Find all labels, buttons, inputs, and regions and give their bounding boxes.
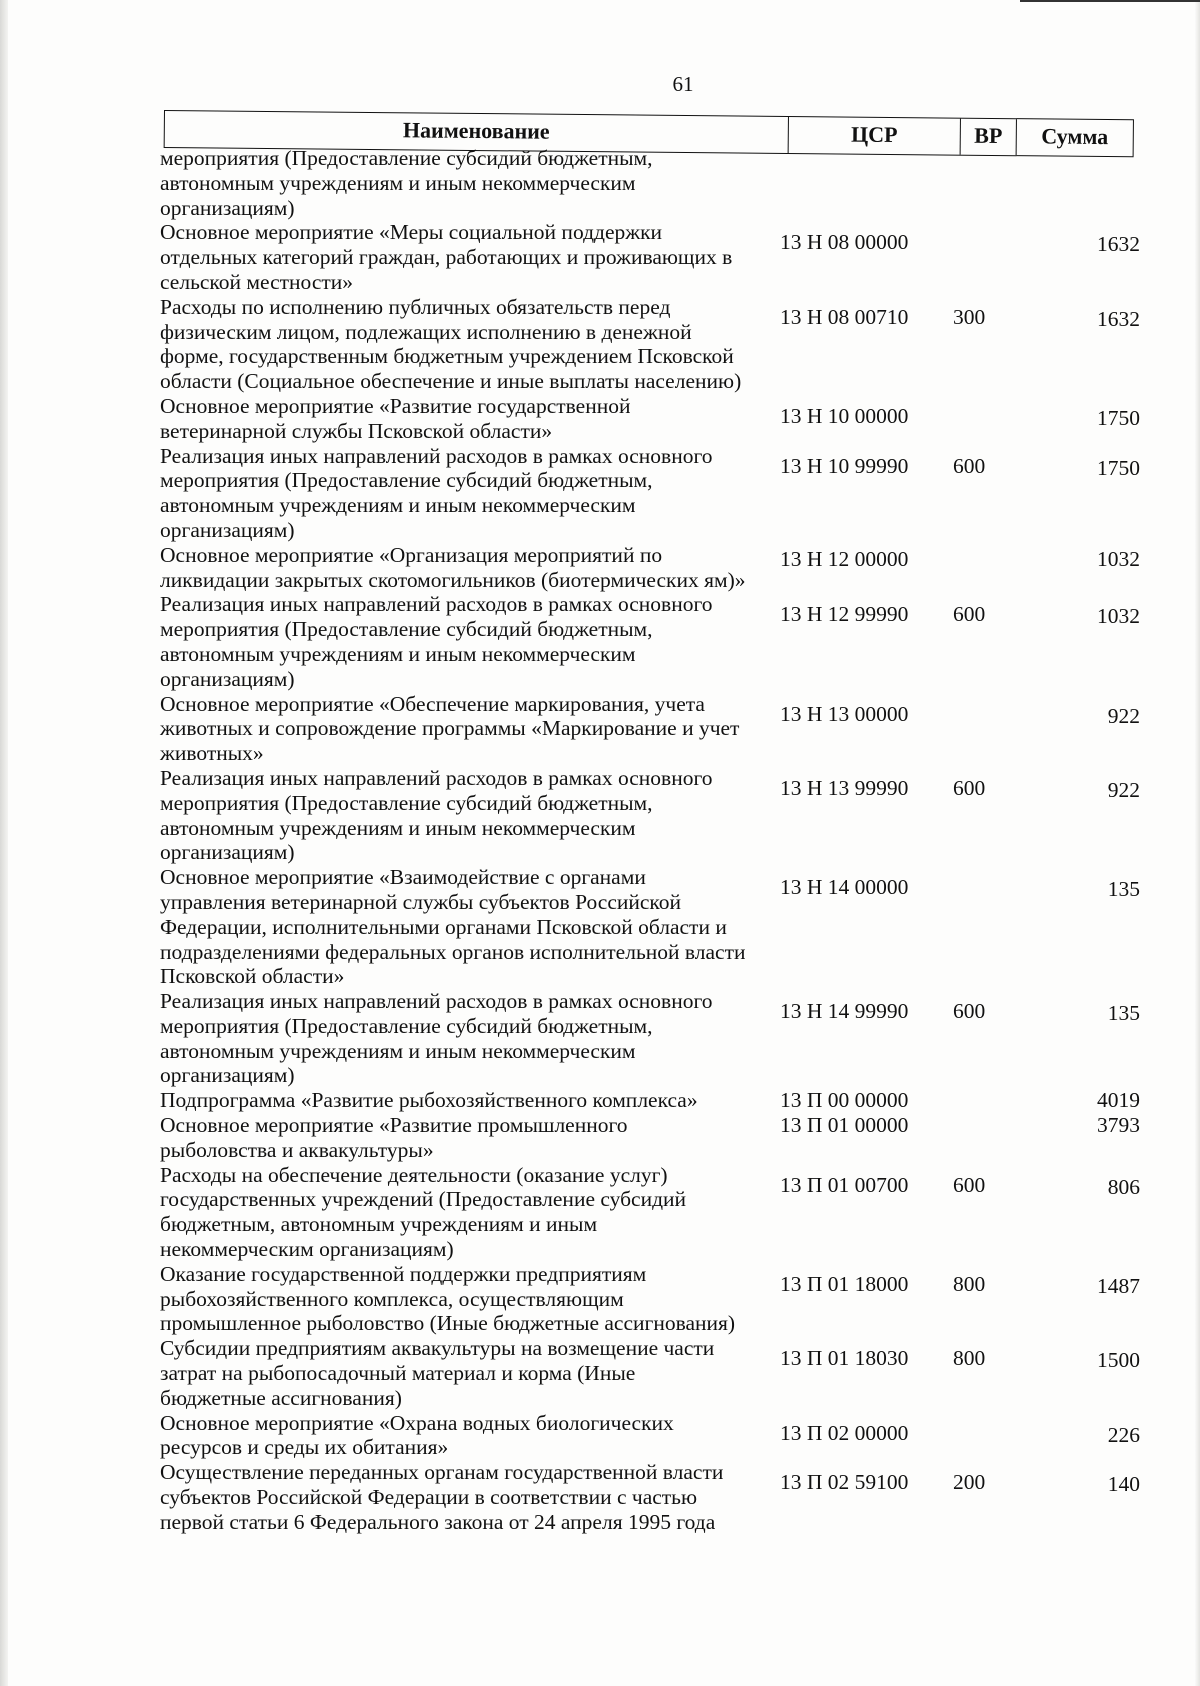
row-vr: 300: [953, 304, 986, 329]
row-sum: 1750: [1097, 405, 1140, 430]
table-row: [160, 1113, 1160, 1163]
row-vr: 800: [953, 1271, 986, 1296]
row-vr: [945, 220, 1025, 230]
table-row: [160, 989, 1160, 1088]
row-vr: 600: [953, 775, 986, 800]
header-csr: ЦСР: [789, 117, 961, 155]
row-name: Реализация иных направлений расходов в рамках основного мероприятия (Предоставление субсидий бюджетным, автономным учреждениям и иным некоммерческим организациям): [160, 443, 713, 542]
row-name: Основное мероприятие «Развитие промышленного рыболовства и аквакультуры»: [160, 1113, 628, 1162]
table-row: [160, 146, 1160, 220]
row-csr: 13 Н 14 99990: [780, 999, 909, 1024]
row-vr: [945, 394, 1025, 404]
row-csr: 13 П 02 59100: [780, 1470, 909, 1495]
header-sum: Сумма: [1041, 123, 1109, 150]
row-vr: 600: [953, 602, 986, 627]
page-number: 61: [672, 72, 694, 96]
table-row: [160, 1336, 1160, 1410]
table-row: [160, 1460, 1160, 1534]
row-name: мероприятия (Предоставление субсидий бюджетным, автономным учреждениям и иным некоммерческим организациям): [160, 146, 653, 220]
row-csr: 13 Н 14 00000: [780, 875, 909, 900]
table-row: [160, 865, 1160, 989]
table-row: [160, 543, 1160, 593]
row-csr: 13 Н 13 00000: [780, 701, 909, 726]
row-vr: 600: [953, 999, 986, 1024]
row-name: Реализация иных направлений расходов в рамках основного мероприятия (Предоставление субсидий бюджетным, автономным учреждениям и иным некоммерческим организациям): [160, 765, 713, 865]
row-sum: 226: [1107, 1422, 1140, 1447]
row-name: Основное мероприятие «Меры социальной поддержки отдельных категорий граждан, работающих и проживающих в сельской местности»: [160, 220, 733, 294]
row-name: Расходы на обеспечение деятельности (оказание услуг) государственных учреждений (Предоставление субсидий бюджетным, автономным учреждениям и иным некоммерческим организациям): [160, 1162, 687, 1262]
table-row: [160, 1163, 1160, 1262]
row-sum: 922: [1107, 703, 1140, 728]
row-sum: 1487: [1097, 1273, 1140, 1298]
row-csr: 13 П 01 18000: [780, 1271, 909, 1296]
row-vr: 600: [953, 1172, 986, 1197]
row-csr: 13 П 01 18030: [780, 1346, 909, 1371]
row-sum: 135: [1107, 877, 1140, 902]
row-csr: 13 Н 10 99990: [780, 453, 909, 478]
row-sum: 1500: [1097, 1348, 1140, 1373]
row-csr: 13 Н 13 99990: [780, 775, 909, 800]
row-csr: 13 Н 12 99990: [780, 602, 909, 627]
table-row: [160, 1262, 1160, 1336]
row-vr: [945, 692, 1025, 702]
row-sum: 1032: [1097, 604, 1140, 629]
row-sum: 1032: [1097, 546, 1140, 571]
row-name: Основное мероприятие «Обеспечение маркирования, учета животных и сопровождение программы «Маркирование и учет животных»: [160, 691, 740, 766]
row-csr: 13 П 02 00000: [780, 1420, 909, 1445]
row-vr: [945, 146, 1025, 156]
row-name: Основное мероприятие «Развитие государственной ветеринарной службы Псковской области»: [160, 393, 631, 443]
row-name: Реализация иных направлений расходов в рамках основного мероприятия (Предоставление субсидий бюджетным, автономным учреждениям и иным некоммерческим организациям): [160, 592, 713, 691]
row-sum: 1632: [1097, 306, 1140, 331]
header-vr: ВР: [961, 119, 1017, 156]
row-csr: 13 Н 08 00710: [780, 304, 909, 329]
row-sum: 135: [1107, 1001, 1140, 1026]
row-vr: [945, 865, 1025, 875]
table-row: [160, 692, 1160, 766]
row-sum: 1632: [1097, 232, 1140, 257]
table-row: [160, 220, 1160, 294]
row-name: Расходы по исполнению публичных обязательств перед физическим лицом, подлежащих исполнению в денежной форме, государственным бюджетным учреждением Псковской области (Социальное обеспечение и иные выплаты населению): [160, 294, 742, 394]
scan-top-line: [1020, 0, 1200, 2]
row-csr: 13 П 01 00000: [780, 1113, 909, 1138]
scan-edge-left: [0, 0, 8, 1686]
row-sum: 922: [1107, 777, 1140, 802]
row-csr: 13 Н 10 00000: [780, 403, 909, 428]
table-row: [160, 1411, 1160, 1461]
table-row: [160, 444, 1160, 543]
row-sum: 1750: [1097, 455, 1140, 480]
header-name: Наименование: [165, 111, 789, 153]
row-name: Основное мероприятие «Взаимодействие с органами управления ветеринарной службы субъектов Российской Федерации, исполнительными органами Псковской области и подразделениями федеральных органов исполнительной власти Псковской области»: [160, 865, 746, 989]
row-name: Оказание государственной поддержки предприятиям рыбохозяйственного комплекса, осуществляющим промышленное рыболовство (Иные бюджетные ассигнования): [160, 1261, 736, 1336]
table-row: [160, 766, 1160, 865]
table-body: [160, 146, 1160, 1535]
row-vr: [945, 543, 1025, 547]
row-name: Подпрограмма «Развитие рыбохозяйственного комплекса»: [160, 1088, 698, 1113]
row-sum: 806: [1107, 1174, 1140, 1199]
row-name: Основное мероприятие «Охрана водных биологических ресурсов и среды их обитания»: [160, 1410, 674, 1460]
row-vr: 600: [953, 453, 986, 478]
table-row: [160, 592, 1160, 691]
table-row: [160, 394, 1160, 444]
row-sum: [1025, 146, 1140, 158]
row-csr: 13 Н 08 00000: [780, 230, 909, 255]
row-vr: [945, 1411, 1025, 1421]
table-row: [160, 295, 1160, 394]
row-name: Реализация иных направлений расходов в рамках основного мероприятия (Предоставление субсидий бюджетным, автономным учреждениям и иным некоммерческим организациям): [160, 989, 713, 1088]
row-csr: 13 П 01 00700: [780, 1172, 909, 1197]
row-vr: 200: [953, 1470, 986, 1495]
row-sum: 3793: [1097, 1113, 1140, 1138]
row-csr: 13 Н 12 00000: [780, 546, 909, 571]
scan-edge-right: [1195, 0, 1200, 1686]
row-csr: [770, 146, 945, 156]
table-row: [160, 1088, 1160, 1113]
row-name: Субсидии предприятиям аквакультуры на возмещение части затрат на рыбопосадочный материал и корма (Иные бюджетные ассигнования): [160, 1336, 715, 1410]
row-csr: 13 П 00 00000: [780, 1088, 909, 1113]
row-name: Осуществление переданных органам государственной власти субъектов Российской Федерации в соответствии с частью первой статьи 6 Федерального закона от 24 апреля 1995 года: [160, 1460, 724, 1534]
row-sum: 4019: [1097, 1088, 1140, 1113]
row-name: Основное мероприятие «Организация мероприятий по ликвидации закрытых скотомогильников (биотермических ям)»: [160, 542, 746, 592]
row-sum: 140: [1107, 1472, 1140, 1497]
row-vr: 800: [953, 1346, 986, 1371]
